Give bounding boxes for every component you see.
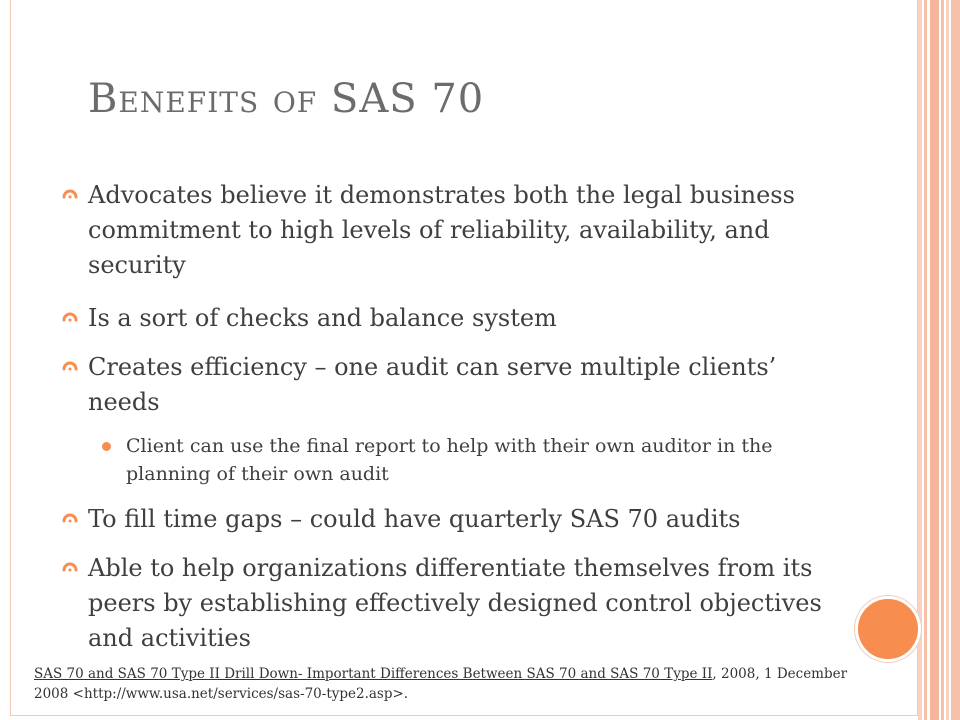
decorative-stripes: [918, 0, 960, 720]
reference-link[interactable]: SAS 70 and SAS 70 Type II Drill Down- Important Differences Between SAS 70 and SAS 70 Type II: [34, 666, 713, 682]
bullet-item: [66, 502, 836, 537]
bullet-text: Creates efficiency – one audit can serve multiple clients’ needs: [88, 353, 777, 416]
sub-bullet-dot-icon: [102, 442, 111, 451]
bullet-item: [66, 178, 836, 283]
bullet-text: Able to help organizations differentiate themselves from its peers by establishing effectively designed control objectives and activities: [88, 554, 822, 652]
slide-title: Benefits of SAS 70: [88, 76, 485, 122]
decorative-circle: [855, 596, 921, 662]
bullet-item: [66, 551, 836, 656]
sub-bullet-list: [88, 432, 836, 488]
sub-bullet-item: [88, 432, 836, 488]
bullet-text: Is a sort of checks and balance system: [88, 304, 557, 332]
bullet-text: To fill time gaps – could have quarterly SAS 70 audits: [88, 505, 741, 533]
sub-bullet-text: Client can use the final report to help with their own auditor in the planning of their own audit: [126, 435, 773, 485]
bullet-list: [66, 178, 836, 674]
bullet-marker-icon: [60, 301, 80, 335]
bullet-marker-icon: [60, 502, 80, 536]
bullet-marker-icon: [60, 551, 80, 585]
bullet-item: [66, 301, 836, 336]
bullet-item: [66, 350, 836, 488]
bullet-marker-icon: [60, 350, 80, 384]
bullet-text: Advocates believe it demonstrates both the legal business commitment to high levels of reliability, availability, and security: [88, 181, 795, 279]
reference-rest: , 2008, 1 December 2008 <http://www.usa.net/services/sas-70-type2.asp>.: [34, 666, 848, 702]
reference-citation: [34, 664, 854, 704]
bullet-marker-icon: [60, 178, 80, 212]
